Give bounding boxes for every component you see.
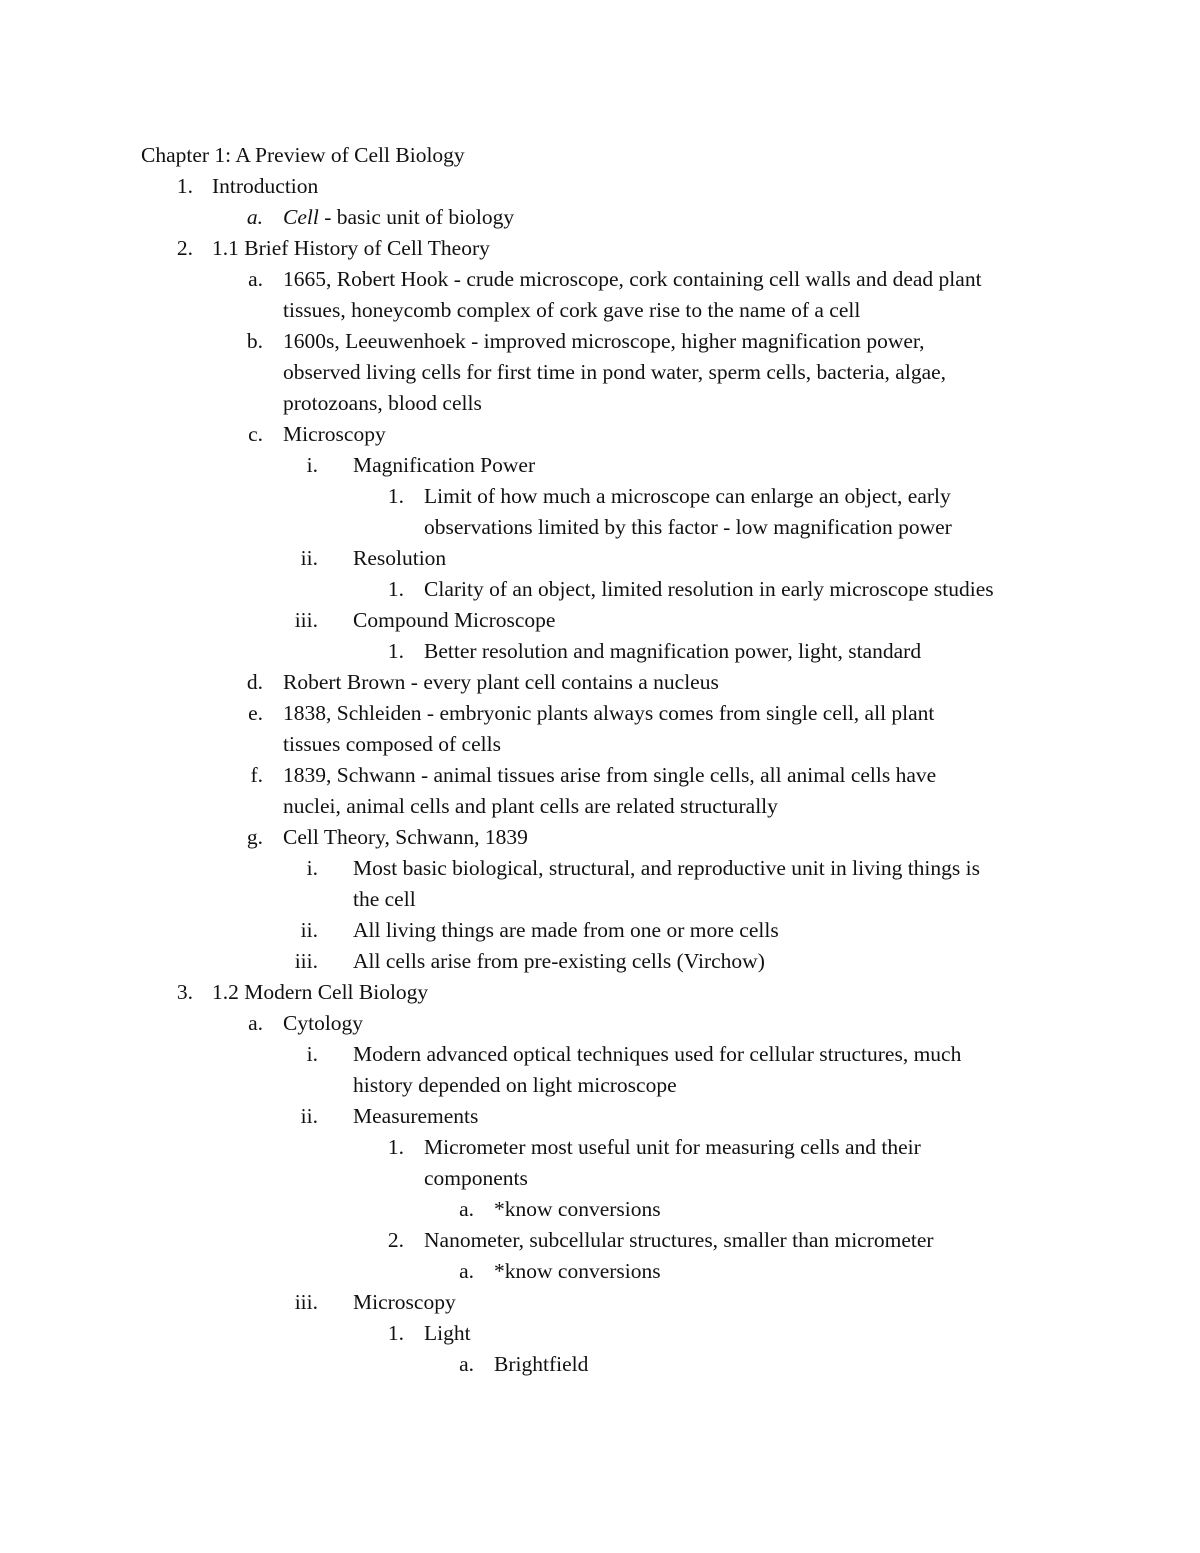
list-marker: 2. xyxy=(387,1228,404,1252)
list-item xyxy=(0,605,1200,636)
list-item xyxy=(0,1349,1200,1380)
list-item-text: 1839, Schwann - animal tissues arise from single cells, all animal cells have xyxy=(283,763,937,787)
list-item-text: Most basic biological, structural, and reproductive unit in living things is xyxy=(353,856,980,880)
list-item xyxy=(0,667,1200,698)
list-marker: 3. xyxy=(176,980,193,1004)
list-item-text: 1838, Schleiden - embryonic plants always comes from single cell, all plant xyxy=(283,701,935,725)
list-item-text: *know conversions xyxy=(494,1259,661,1283)
list-item xyxy=(0,636,1200,667)
list-marker: i. xyxy=(306,856,318,880)
list-item xyxy=(0,822,1200,853)
defined-term: Cell xyxy=(283,205,319,229)
list-item-continuation xyxy=(0,884,1200,915)
list-marker: c. xyxy=(248,422,263,446)
list-item-text: Compound Microscope xyxy=(353,608,556,632)
list-item xyxy=(0,1194,1200,1225)
list-item-text: Modern advanced optical techniques used for cellular structures, much xyxy=(353,1042,962,1066)
list-marker: ii. xyxy=(300,1104,318,1128)
list-item-text: Measurements xyxy=(353,1104,479,1128)
list-item xyxy=(0,202,1200,233)
list-item-text: history depended on light microscope xyxy=(353,1073,677,1097)
list-item xyxy=(0,698,1200,729)
list-item-text: the cell xyxy=(353,887,416,911)
list-item-continuation xyxy=(0,388,1200,419)
list-marker: 1. xyxy=(387,577,404,601)
list-item xyxy=(0,760,1200,791)
list-item xyxy=(0,450,1200,481)
list-item xyxy=(0,946,1200,977)
list-marker: e. xyxy=(248,701,263,725)
list-marker: a. xyxy=(459,1197,474,1221)
list-item xyxy=(0,574,1200,605)
list-item xyxy=(0,977,1200,1008)
document-page xyxy=(0,140,1200,1380)
list-item xyxy=(0,1256,1200,1287)
list-item xyxy=(0,1008,1200,1039)
list-item xyxy=(0,853,1200,884)
list-marker: 1. xyxy=(387,639,404,663)
list-item xyxy=(0,915,1200,946)
list-item-continuation xyxy=(0,1163,1200,1194)
list-item-text: All cells arise from pre-existing cells (Virchow) xyxy=(353,949,765,973)
list-marker: 1. xyxy=(387,1135,404,1159)
list-item-continuation xyxy=(0,729,1200,760)
list-item-text: tissues composed of cells xyxy=(283,732,501,756)
list-item xyxy=(0,1132,1200,1163)
list-item-text: observed living cells for first time in pond water, sperm cells, bacteria, algae, xyxy=(283,360,947,384)
list-item-continuation xyxy=(0,357,1200,388)
list-item-text: Magnification Power xyxy=(353,453,536,477)
list-item-text: Better resolution and magnification power, light, standard xyxy=(424,639,922,663)
list-item-text: Clarity of an object, limited resolution in early microscope studies xyxy=(424,577,994,601)
list-marker: a. xyxy=(459,1259,474,1283)
list-item-text: 1665, Robert Hook - crude microscope, cork containing cell walls and dead plant xyxy=(283,267,982,291)
list-item xyxy=(0,326,1200,357)
list-item-text: nuclei, animal cells and plant cells are related structurally xyxy=(283,794,778,818)
list-item-text: Cell Theory, Schwann, 1839 xyxy=(283,825,528,849)
list-item xyxy=(0,264,1200,295)
list-item-text: 1600s, Leeuwenhoek - improved microscope, higher magnification power, xyxy=(283,329,925,353)
list-item-text: 1.2 Modern Cell Biology xyxy=(212,980,429,1004)
list-marker: iii. xyxy=(294,1290,318,1314)
list-item-text: tissues, honeycomb complex of cork gave rise to the name of a cell xyxy=(283,298,861,322)
list-item-text: protozoans, blood cells xyxy=(283,391,482,415)
list-marker: a. xyxy=(459,1352,474,1376)
list-item-text: components xyxy=(424,1166,528,1190)
list-item-text: Microscopy xyxy=(283,422,386,446)
list-item-text: Brightfield xyxy=(494,1352,589,1376)
list-marker: f. xyxy=(250,763,263,787)
list-item-text: All living things are made from one or more cells xyxy=(353,918,779,942)
list-item-text: Robert Brown - every plant cell contains a nucleus xyxy=(283,670,719,694)
term-definition: - basic unit of biology xyxy=(318,205,515,229)
list-marker: d. xyxy=(246,670,263,694)
list-marker: 2. xyxy=(176,236,193,260)
list-marker: ii. xyxy=(300,546,318,570)
list-marker: iii. xyxy=(294,949,318,973)
list-item-text: 1.1 Brief History of Cell Theory xyxy=(212,236,490,260)
list-marker: a. xyxy=(248,267,263,291)
list-marker: iii. xyxy=(294,608,318,632)
list-marker: a. xyxy=(248,1011,263,1035)
page-title: Chapter 1: A Preview of Cell Biology xyxy=(141,143,465,167)
list-item xyxy=(0,419,1200,450)
list-marker: i. xyxy=(306,1042,318,1066)
list-marker: a. xyxy=(246,205,263,229)
list-marker: 1. xyxy=(387,1321,404,1345)
list-marker: ii. xyxy=(300,918,318,942)
list-item xyxy=(0,543,1200,574)
list-item-text: Nanometer, subcellular structures, smaller than micrometer xyxy=(424,1228,934,1252)
list-item xyxy=(0,233,1200,264)
list-item xyxy=(0,171,1200,202)
list-item-text: Resolution xyxy=(353,546,447,570)
list-item xyxy=(0,481,1200,512)
list-item-text xyxy=(283,202,514,233)
list-marker: b. xyxy=(246,329,263,353)
list-marker: 1. xyxy=(176,174,193,198)
list-item-text: *know conversions xyxy=(494,1197,661,1221)
list-item-continuation xyxy=(0,295,1200,326)
list-item-text: observations limited by this factor - low magnification power xyxy=(424,515,952,539)
list-item-text: Introduction xyxy=(212,174,319,198)
outline-list xyxy=(0,171,1200,1380)
list-item-text: Limit of how much a microscope can enlarge an object, early xyxy=(424,484,951,508)
list-item-text: Microscopy xyxy=(353,1290,456,1314)
page-title-line xyxy=(0,140,1200,171)
list-marker: i. xyxy=(306,453,318,477)
list-item-text: Micrometer most useful unit for measuring cells and their xyxy=(424,1135,921,1159)
list-item xyxy=(0,1287,1200,1318)
list-item xyxy=(0,1101,1200,1132)
list-marker: g. xyxy=(246,825,263,849)
list-item xyxy=(0,1225,1200,1256)
list-item-continuation xyxy=(0,1070,1200,1101)
list-marker: 1. xyxy=(387,484,404,508)
list-item xyxy=(0,1039,1200,1070)
list-item-text: Cytology xyxy=(283,1011,364,1035)
list-item xyxy=(0,1318,1200,1349)
list-item-text: Light xyxy=(424,1321,471,1345)
list-item-continuation xyxy=(0,512,1200,543)
list-item-continuation xyxy=(0,791,1200,822)
